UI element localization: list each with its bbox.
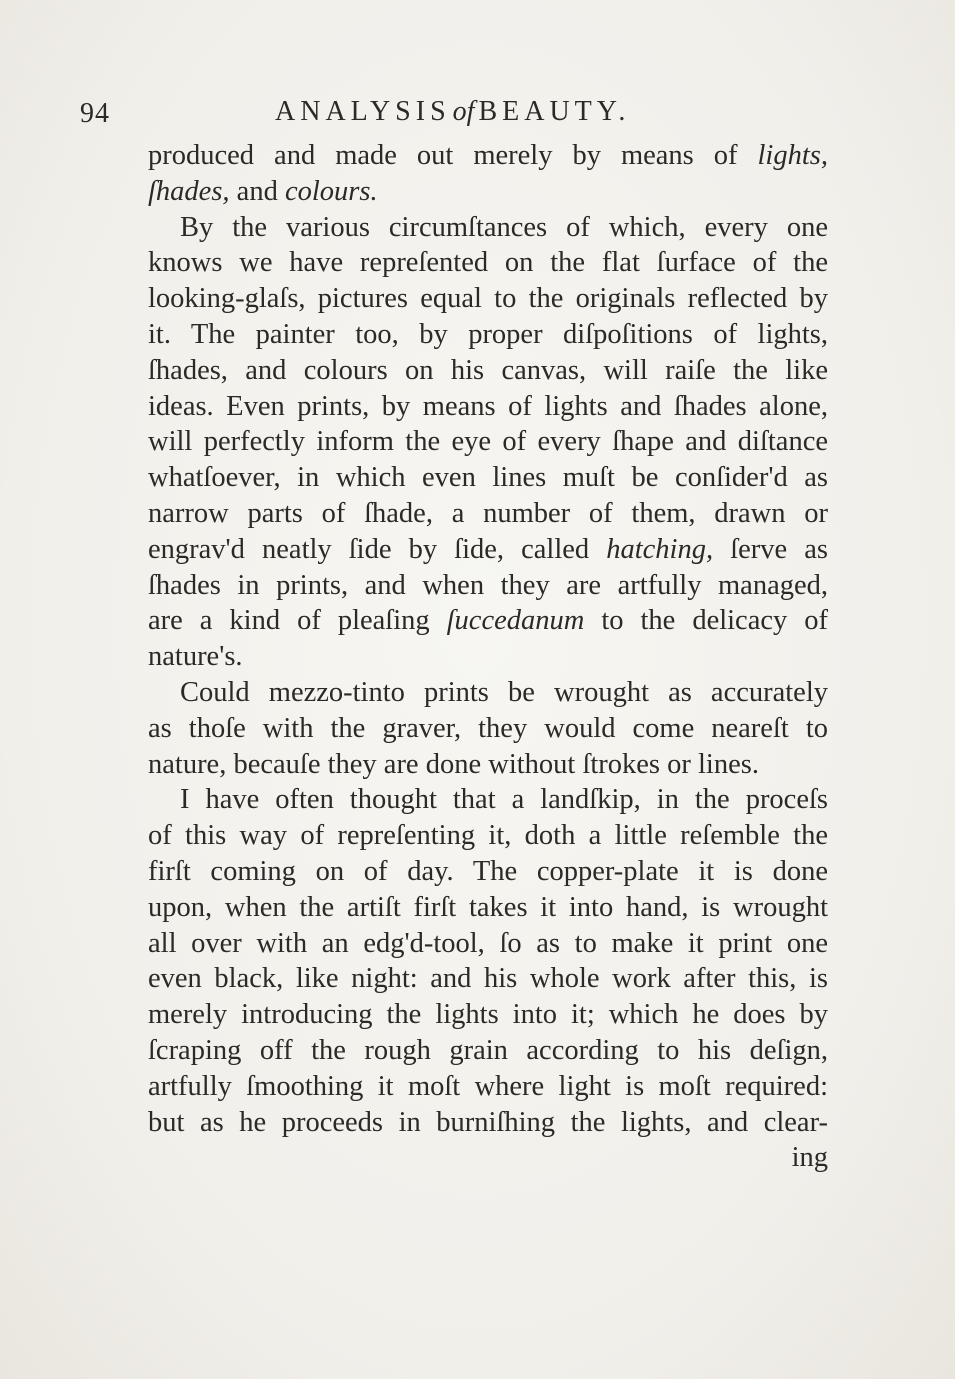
- text-line: By the various circumſtances of which, every one: [180, 211, 828, 243]
- text-line: ideas. Even prints, by means of lights and ſhades alone,: [148, 390, 828, 422]
- text-line: but as he proceeds in burniſhing the lights, and clear-: [148, 1106, 828, 1138]
- italic-term: colours.: [284, 175, 378, 207]
- text-segment: to the delicacy of: [584, 605, 828, 637]
- text-line: it. The painter too, by proper diſpoſitions of lights,: [148, 318, 828, 350]
- text-line: [148, 174, 828, 210]
- text-segment: produced and made out merely by means of: [148, 140, 758, 171]
- text-line: looking-glaſs, pictures equal to the originals reflected by: [148, 283, 828, 315]
- text-line: all over with an edg'd-tool, ſo as to make it print one: [148, 927, 828, 959]
- text-segment: engrav'd neatly ſide by ſide, called: [148, 533, 607, 565]
- catchword: ing: [791, 1142, 828, 1174]
- text-line: nature's.: [148, 641, 243, 673]
- text-line: [148, 138, 828, 174]
- running-head: [0, 92, 955, 132]
- text-line: [148, 603, 828, 639]
- text-line: merely introducing the lights into it; which he does by: [148, 999, 828, 1031]
- text-segment: and: [229, 175, 285, 207]
- text-line: artfully ſmoothing it moſt where light is moſt required:: [148, 1070, 828, 1102]
- page-number: 94: [80, 98, 110, 129]
- text-line: ſhades in prints, and when they are artfully managed,: [148, 569, 828, 601]
- italic-term: ſhades,: [148, 175, 230, 207]
- text-line: of this way of repreſenting it, doth a little reſemble the: [148, 820, 828, 852]
- text-line: narrow parts of ſhade, a number of them, drawn or: [148, 497, 828, 529]
- text-line: will perfectly inform the eye of every ſhape and diſtance: [148, 426, 828, 458]
- text-line: I have often thought that a landſkip, in the proceſs: [180, 784, 828, 816]
- text-segment: are a kind of pleaſing: [148, 605, 447, 637]
- body-text: [148, 138, 828, 1176]
- text-line: ſhades, and colours on his canvas, will raiſe the like: [148, 354, 828, 386]
- running-title-part2: BEAUTY.: [478, 96, 631, 127]
- italic-term: hatching,: [606, 533, 714, 565]
- italic-term: ſuccedanum: [446, 605, 585, 637]
- running-title-part1: ANALYSIS: [275, 96, 451, 127]
- text-line: firſt coming on of day. The copper-plate it is done: [148, 855, 828, 887]
- text-line: whatſoever, in which even lines muſt be conſider'd as: [148, 462, 828, 494]
- text-segment: ſerve as: [713, 533, 828, 565]
- italic-term: lights,: [757, 140, 828, 171]
- text-line: even black, like night: and his whole work after this, is: [148, 963, 828, 995]
- text-line: [148, 532, 828, 568]
- running-title-of: of: [452, 96, 475, 127]
- text-line: upon, when the artiſt firſt takes it into hand, is wrought: [148, 891, 828, 923]
- running-title: [275, 96, 630, 128]
- text-line: nature, becauſe they are done without ſtrokes or lines.: [148, 748, 759, 780]
- text-line: knows we have repreſented on the flat ſurface of the: [148, 247, 828, 279]
- text-line: Could mezzo-tinto prints be wrought as accurately: [180, 676, 828, 708]
- text-line: ſcraping off the rough grain according to his deſign,: [148, 1034, 828, 1066]
- text-line: as thoſe with the graver, they would come neareſt to: [148, 712, 828, 744]
